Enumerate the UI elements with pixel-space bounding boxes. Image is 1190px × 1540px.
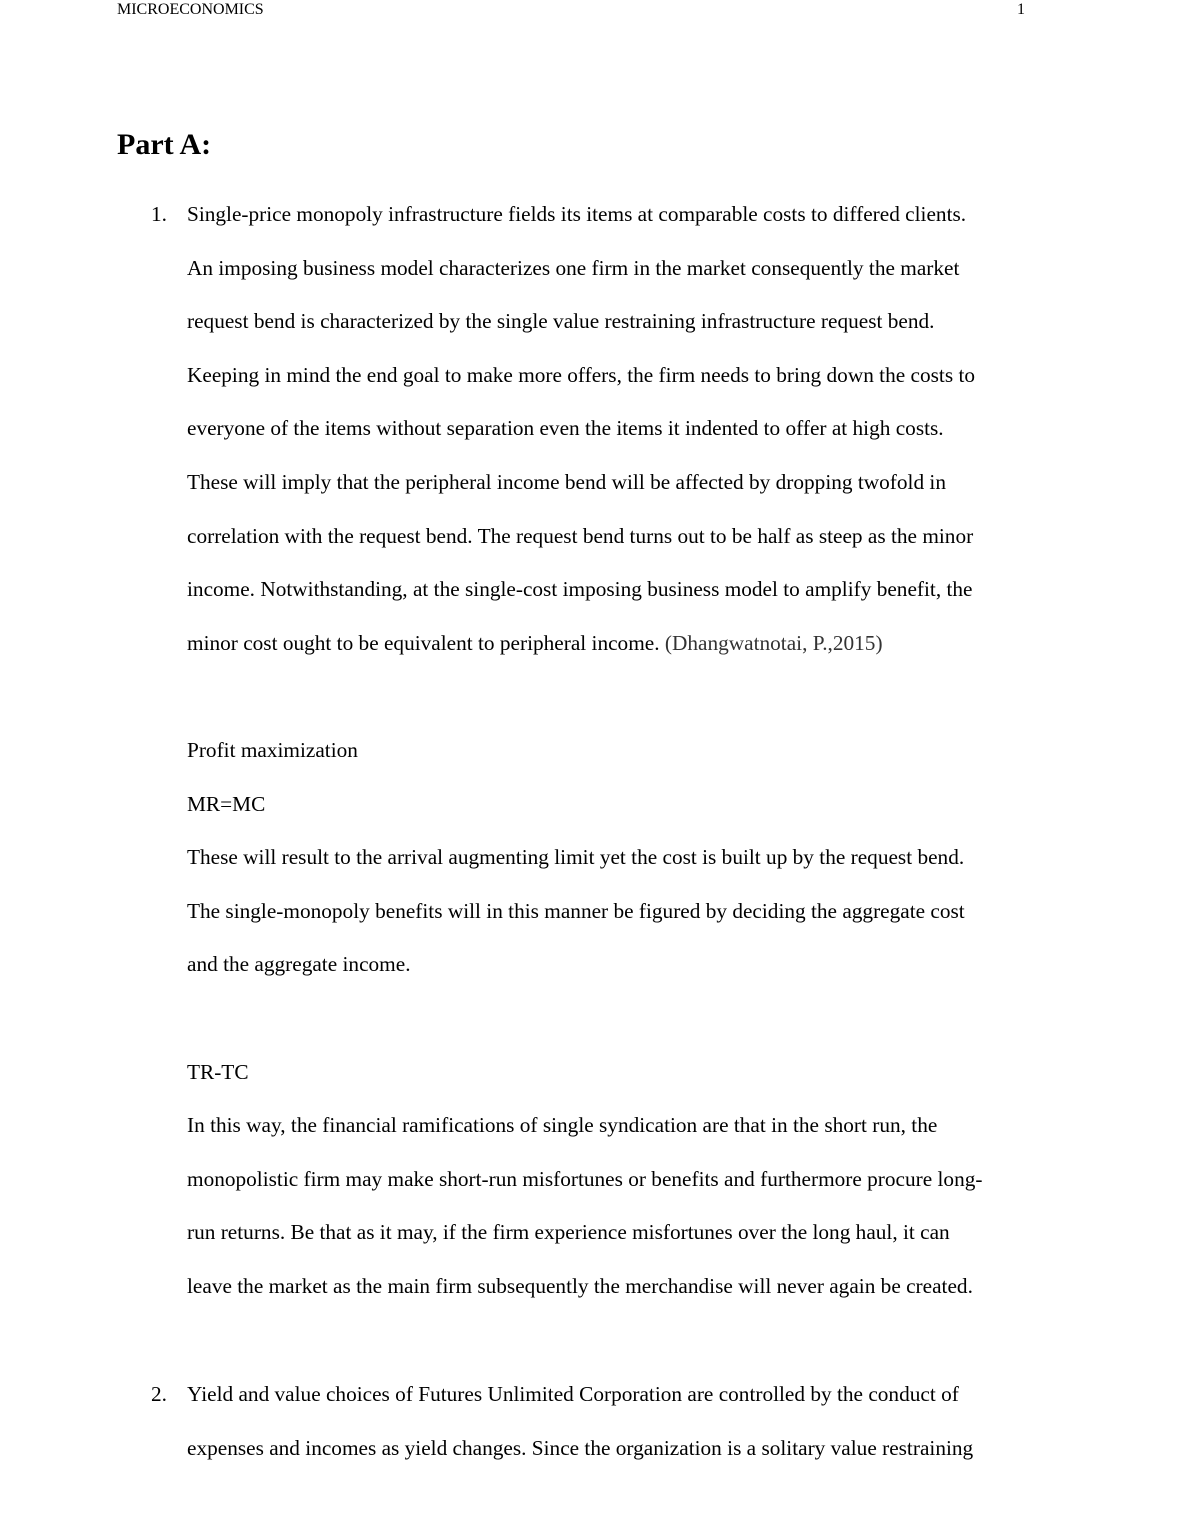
text-fragment: minor cost ought to be equivalent to peripheral income. [187,630,665,655]
text-line: and the aggregate income. [187,952,411,977]
text-line: These will imply that the peripheral income bend will be affected by dropping twofold in [187,469,946,494]
text-line: correlation with the request bend. The request bend turns out to be half as steep as the minor [187,523,974,548]
text-line: expenses and incomes as yield changes. Since the organization is a solitary value restraining [187,1435,974,1460]
text-line [187,617,1087,671]
text-line: In this way, the financial ramifications of single syndication are that in the short run, the [187,1113,938,1138]
text-line: Single-price monopoly infrastructure fields its items at comparable costs to differed clients. [187,202,967,226]
text-line: everyone of the items without separation even the items it indented to offer at high costs. [187,416,944,441]
blank-line [187,1313,1087,1367]
page-number: 1 [1017,1,1025,18]
text-line: request bend is characterized by the single value restraining infrastructure request bend. [187,309,935,334]
text-line: run returns. Be that as it may, if the firm experience misfortunes over the long haul, it can [187,1220,950,1245]
formula-tr-tc: TR-TC [187,1059,249,1084]
text-line: income. Notwithstanding, at the single-cost imposing business model to amplify benefit, the [187,577,973,602]
profit-heading: Profit maximization [187,737,358,762]
citation: (Dhangwatnotai, P.,2015) [664,630,883,655]
text-line: monopolistic firm may make short-run misfortunes or benefits and furthermore procure long- [187,1166,983,1191]
list-number: 1. [151,202,167,226]
text-line: Keeping in mind the end goal to make more offers, the firm needs to bring down the costs to [187,362,976,387]
list-number: 2. [151,1382,167,1406]
text-line: Yield and value choices of Futures Unlimited Corporation are controlled by the conduct of [187,1382,959,1406]
section-title: Part A: [117,128,212,161]
text-line: An imposing business model characterizes one firm in the market consequently the market [187,255,960,280]
blank-line [187,992,1087,1046]
text-line: leave the market as the main firm subsequently the merchandise will never again be created. [187,1273,973,1298]
text-line: These will result to the arrival augmenting limit yet the cost is built up by the request bend. [187,845,965,870]
text-line: The single-monopoly benefits will in this manner be figured by deciding the aggregate cost [187,898,965,923]
blank-line [187,670,1087,724]
list-item-1 [151,188,1087,1367]
formula-mr-mc: MR=MC [187,791,266,816]
running-head: MICROECONOMICS [117,1,264,18]
list-item-2 [151,1368,1087,1475]
